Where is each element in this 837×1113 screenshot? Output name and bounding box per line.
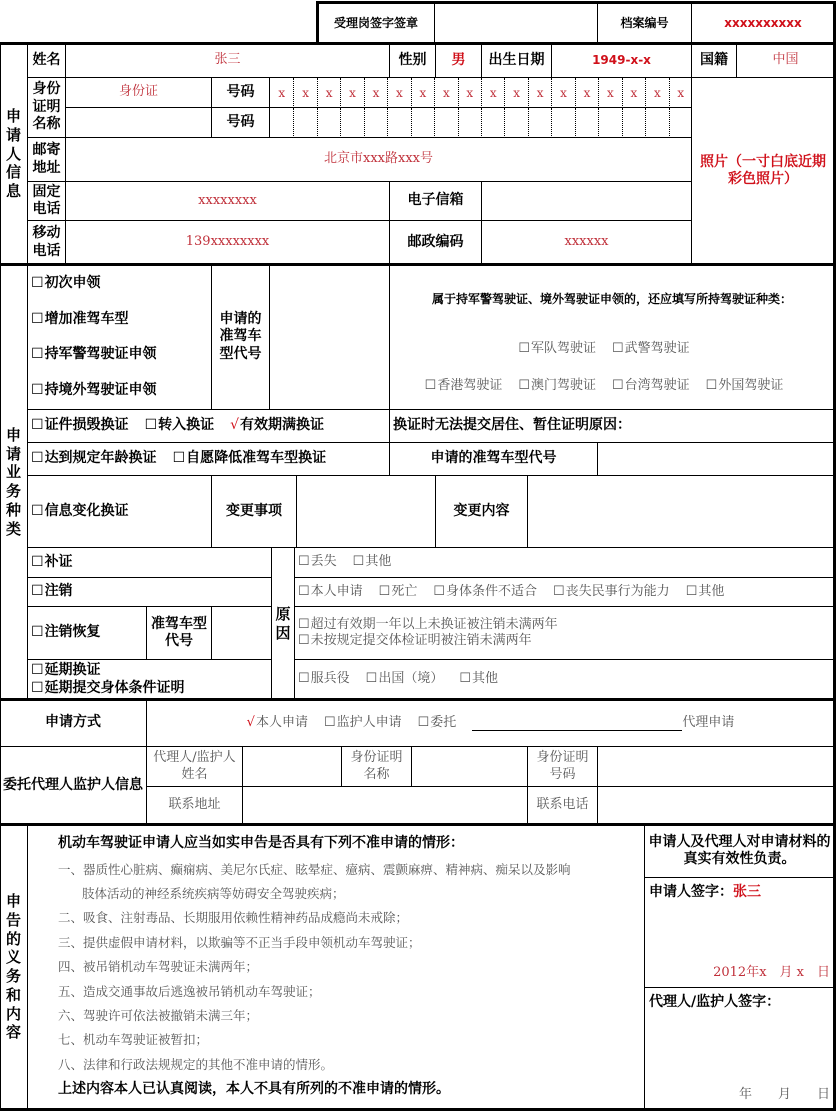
id-digit-cell[interactable]: x [293,78,316,108]
agent-phone-label [527,786,598,825]
checkbox-label: 外国驾驶证 [718,378,784,394]
checkbox-label: 证件损毁换证 [44,417,129,434]
mobile-field[interactable] [65,220,390,265]
id-digit-cell[interactable]: x [669,78,692,108]
checkbox-label: 服兵役 [310,671,350,687]
cancel-cell [27,577,272,607]
checkbox-icon[interactable]: ☐ [31,381,44,398]
checkbox-label: 本人申请 [310,583,363,599]
id-digit-cell[interactable]: x [645,78,668,108]
checkbox-guardian[interactable] [324,715,402,731]
declaration-item: 肢体活动的神经系统疾病等妨碍安全驾驶疾病； [82,886,345,901]
id-digit-cell[interactable]: x [481,78,504,108]
archive-no-value [691,2,835,44]
checkbox-label: 其他 [472,671,499,687]
birth-field-text: 1949-x-x [592,53,651,67]
gender-field-text: 男 [451,51,466,68]
id-digit-cell[interactable]: x [364,78,387,108]
nationality-label-text: 国籍 [700,51,728,68]
checkbox-label: 持境外驾驶证申领 [44,381,157,398]
id-type-field-text: 身份证 [118,84,158,100]
declaration-text [27,824,645,1110]
agent-address-field[interactable] [242,786,528,825]
id-digit-cell[interactable] [504,108,527,138]
applicant-section-title [0,43,28,265]
checkbox-self[interactable] [247,715,308,731]
id-digit-cell[interactable] [598,108,621,138]
id-digit-cell[interactable] [575,108,598,138]
agent-phone-label-text: 联系电话 [536,797,589,813]
checkbox-extend-renew[interactable] [31,662,101,680]
checkbox-overseas[interactable] [31,382,157,400]
gender-label-text: 性别 [398,51,427,68]
archive-no-label-text: 档案编号 [620,15,669,30]
nationality-label [691,43,737,78]
agent-phone-field[interactable] [597,786,835,825]
landline-label-text: 固定电话 [32,183,61,217]
agent-sign-line [649,994,830,1012]
checkbox-icon[interactable]: ☐ [518,378,530,394]
id-no-label-text: 号码 [226,83,255,100]
id-type-field-2[interactable] [65,107,212,138]
id-digit-cell[interactable] [364,108,387,138]
declaration-section-title-text: 申告的义务和内容 [6,892,22,1042]
agent-id-no-field[interactable] [597,746,835,787]
checkbox-icon[interactable]: ☐ [31,553,44,570]
id-digit-cell[interactable] [317,108,340,138]
postcode-field-text: xxxxxx [564,234,609,250]
mobile-label [27,220,66,265]
id-digit-cell[interactable] [293,108,316,138]
applicant-signature: 张三 [733,884,761,900]
nationality-field[interactable] [736,43,835,78]
checkbox-self-request[interactable] [298,584,363,600]
id-type-field[interactable] [65,77,212,108]
class-code-label-2 [389,442,598,476]
responsibility-note [644,824,835,878]
id-digit-cell[interactable]: x [317,78,340,108]
agent-name-label [146,746,243,787]
checkbox-damaged[interactable] [31,417,129,435]
checkbox-no-exam[interactable] [298,633,532,649]
checkbox-icon[interactable]: ☐ [705,378,718,394]
id-no-label-2-text: 号码 [226,113,255,130]
name-field[interactable] [65,43,390,78]
checkbox-overdue-year[interactable] [298,617,558,633]
id-digit-cell[interactable]: x [504,78,527,108]
no-residence-reason-label [389,409,835,443]
checkbox-icon[interactable]: ☐ [298,583,310,599]
restore-reasons [294,606,835,660]
gender-label [389,43,436,78]
photo-box [691,77,835,265]
checkbox-extend-exam[interactable] [31,680,185,698]
checkbox-icon[interactable]: ☐ [417,714,430,730]
agent-id-no-label [527,746,598,787]
id-digit-cell[interactable] [645,108,668,138]
checkbox-icon[interactable]: ☐ [31,346,44,362]
checkbox-icon[interactable]: ☐ [378,583,391,599]
checkbox-icon[interactable]: ☐ [31,502,44,519]
checkbox-label: 委托 [430,714,457,730]
id-type-label [27,77,66,138]
change-item-field[interactable] [296,475,436,548]
reissue-reasons [294,547,835,578]
checkbox-lost[interactable] [298,554,337,570]
mobile-field-text: 139xxxxxxxx [185,234,270,250]
apply-type-group [27,264,212,410]
change-content-label-text: 变更内容 [453,502,510,519]
checkbox-label: 死亡 [391,583,418,599]
agent-name-field[interactable] [242,746,342,787]
agent-date-text: 年 月 日 [738,1086,830,1102]
gender-field[interactable] [435,43,482,78]
agent-sign-date [649,1087,830,1103]
applicant-date-text: 2012年x 月 x 日 [713,964,830,980]
address-field-text: 北京市xxx路xxx号 [324,151,433,167]
checkbox-add-class[interactable] [31,311,129,329]
checkbox-age-reached[interactable] [31,450,157,468]
agent-address-label [146,786,243,825]
checkbox-icon[interactable]: ☐ [365,671,378,687]
renew-type-row-1 [27,409,390,443]
postcode-label [389,220,482,265]
checkbox-label: 香港驾驶证 [437,378,503,394]
checkbox-icon[interactable]: ☐ [31,662,44,678]
method-label [0,699,147,747]
archive-no-value-text: xxxxxxxxxx [724,15,802,30]
class-code-field-2[interactable] [597,442,835,476]
checkbox-military[interactable] [31,346,157,364]
checkbox-label: 初次申领 [44,275,101,291]
agent-id-type-field[interactable] [411,746,528,787]
method-options [146,699,835,747]
name-label [27,43,66,78]
checkbox-military-service[interactable] [298,671,350,687]
checkbox-label: 增加准驾车型 [44,310,129,327]
checkbox-label: 超过有效期一年以上未换证被注销未满两年 [310,616,558,632]
checkbox-icon[interactable]: ☐ [31,450,44,467]
checkbox-icon[interactable]: ☐ [144,417,158,434]
checkbox-label: 澳门驾驶证 [530,378,596,394]
held-license-note-text: 属于持军警驾驶证、境外驾驶证申领的，还应填写所持驾驶证种类： [431,292,792,306]
applicant-sign-date [649,965,830,981]
checkbox-label: 自愿降低准驾车型换证 [186,450,327,467]
postcode-field[interactable] [481,220,692,265]
birth-label [481,43,552,78]
renew-type-row-2 [27,442,390,476]
agent-address-label-text: 联系地址 [168,797,221,813]
checkbox-label: 有效期满换证 [240,417,325,434]
restore-class-field[interactable] [211,606,272,660]
checkbox-transfer[interactable] [145,417,215,435]
declaration-item: 六、驾驶许可依法被撤销未满三年； [58,1007,259,1023]
applicant-sign-label: 申请人签字： [649,884,733,900]
checkbox-icon[interactable]: ☐ [298,633,310,648]
checkbox-label: 其他 [698,583,725,599]
id-digit-cell[interactable] [387,108,410,138]
checkbox-label: 监护人申请 [336,714,402,730]
id-digit-cell[interactable] [340,108,363,138]
id-digit-cell[interactable]: x [622,78,645,108]
checkbox-label: 本人申请 [255,714,308,730]
checkbox-first-apply[interactable] [31,275,101,293]
checkbox-icon[interactable]: ☐ [31,679,44,696]
id-digit-cell[interactable] [622,108,645,138]
id-digit-cell[interactable] [434,108,457,138]
checkbox-label: 延期提交身体条件证明 [44,679,185,696]
checkbox-hk[interactable] [425,378,503,394]
birth-field[interactable] [551,43,692,78]
class-code-label-text: 申请的准驾车型代号 [219,310,262,362]
address-label [27,137,66,182]
name-label-text: 姓名 [32,51,61,68]
id-digit-cell[interactable] [270,108,293,138]
restore-class-label [146,606,212,660]
checkbox-macau[interactable] [518,378,596,394]
cancel-reasons [294,577,835,607]
checkbox-label: 出国（境） [378,671,444,687]
entrust-name-input[interactable] [472,716,682,731]
declaration-footer: 上述内容本人已认真阅读，本人不具有所列的不准申请的情形。 [58,1081,450,1097]
checkbox-icon[interactable]: ☐ [352,554,365,570]
agent-id-type-label-text: 身份证明名称 [350,750,403,782]
proxy-suffix-text: 代理申请 [682,714,735,730]
agent-section-label [0,746,147,825]
applicant-section-title-text: 申请人信息 [6,107,22,201]
change-content-label [435,475,528,548]
agent-id-no-label-text: 身份证明号码 [536,750,589,782]
landline-field-text: xxxxxxxx [198,192,257,208]
reviewer-sign-label [317,2,435,44]
checkbox-label: 信息变化换证 [44,502,129,519]
reviewer-sign-label-text: 受理岗签字签章 [333,15,418,30]
agent-section-label-text: 委托代理人监护人信息 [3,776,143,793]
checkbox-foreign[interactable] [706,378,784,394]
checkbox-label: 持军警驾驶证申领 [44,346,157,362]
id-digit-cell[interactable]: x [434,78,457,108]
checkbox-health[interactable] [433,584,537,600]
id-digit-cell[interactable] [669,108,692,138]
declaration-heading: 机动车驾驶证申请人应当如实申告是否具有下列不准申请的情形： [58,835,464,852]
checkbox-info-change[interactable] [31,503,129,521]
checkbox-icon[interactable]: ☐ [553,583,565,599]
checkbox-icon[interactable]: ☐ [612,378,624,394]
email-label [389,181,482,221]
landline-field[interactable] [65,181,390,221]
declaration-item: 三、提供虚假申请材料，以欺骗等不正当手段申领机动车驾驶证； [58,934,421,950]
checkbox-icon[interactable]: ☐ [31,624,44,641]
applicant-sign-box[interactable] [644,877,835,988]
id-digit-cell[interactable]: x [575,78,598,108]
check-mark-icon[interactable]: √ [230,417,240,434]
archive-no-label [597,2,692,44]
checkbox-other1[interactable] [353,554,392,570]
change-content-field[interactable] [527,475,835,548]
applicant-sign-line [649,884,830,902]
checkbox-label: 丧失民事行为能力 [565,583,670,599]
name-field-text: 张三 [214,52,241,68]
checkbox-restore[interactable] [31,624,101,642]
id-digit-cell[interactable]: x [551,78,574,108]
checkbox-icon[interactable]: ☐ [518,341,530,357]
checkbox-label: 武警驾驶证 [624,341,690,357]
class-code-label [211,264,270,410]
checkbox-icon[interactable]: ☐ [31,275,44,291]
reissue-cell [27,547,272,578]
checkbox-label: 军队驾驶证 [530,341,596,357]
id-digit-cell[interactable] [411,108,434,138]
id-digit-cell[interactable]: x [411,78,434,108]
id-no-label-2 [211,107,270,138]
agent-name-label-text: 代理人/监护人姓名 [153,750,236,782]
checkbox-label: 丢失 [310,554,337,570]
checkbox-label: 延期换证 [44,662,101,678]
check-mark-icon[interactable]: √ [246,714,255,730]
birth-label-text: 出生日期 [488,51,545,68]
id-digit-cell[interactable] [551,108,574,138]
email-label-text: 电子信箱 [407,192,464,209]
checkbox-label: 达到规定年龄换证 [44,450,157,467]
checkbox-icon[interactable]: ☐ [31,310,44,327]
held-license-note [389,284,835,315]
checkbox-army[interactable] [518,341,596,357]
change-item-label [211,475,297,548]
id-digit-cell[interactable] [481,108,504,138]
checkbox-icon[interactable]: ☐ [612,341,624,357]
checkbox-icon[interactable]: ☐ [459,671,471,687]
checkbox-incapacity[interactable] [553,584,670,600]
id-digit-cell[interactable]: x [458,78,481,108]
address-label-text: 邮寄地址 [32,142,61,176]
info-change-cell [27,475,212,548]
reason-label-text: 原因 [275,604,291,642]
checkbox-other3[interactable] [459,671,498,687]
checkbox-label: 补证 [44,553,73,570]
checkbox-label: 未按规定提交体检证明被注销未满两年 [310,633,532,648]
id-digit-cell[interactable]: x [340,78,363,108]
checkbox-armed-police[interactable] [612,341,690,357]
agent-sign-label: 代理人/监护人签字： [649,994,781,1010]
mobile-label-text: 移动电话 [32,225,61,259]
business-section-title [0,264,28,700]
held-license-row-2 [389,371,835,402]
id-digit-cell[interactable]: x [387,78,410,108]
id-digit-cell[interactable]: x [278,86,286,100]
agent-id-type-label [341,746,412,787]
landline-label [27,181,66,221]
extend-cell [27,659,272,700]
id-digit-cell[interactable]: x [598,78,621,108]
checkbox-label: 身体条件不适合 [446,583,538,599]
declaration-item: 一、器质性心脏病、癫痫病、美尼尔氏症、眩晕症、癔病、震颤麻痹、精神病、痴呆以及影响 [58,861,571,877]
method-label-text: 申请方式 [45,714,101,731]
responsibility-note-text: 申请人及代理人对申请材料的真实有效性负责。 [648,833,831,867]
checkbox-icon[interactable]: ☐ [298,616,310,632]
nationality-field-text: 中国 [772,52,799,68]
extend-reasons [294,659,835,700]
photo-box-text: 照片（一寸白底近期彩色照片） [700,153,826,187]
checkbox-cancel[interactable] [31,583,73,601]
id-no-label [211,77,270,108]
checkbox-label: 注销 [44,583,73,600]
checkbox-icon[interactable]: ☐ [31,417,44,434]
checkbox-icon[interactable]: ☐ [685,583,698,599]
reviewer-sign-field[interactable] [434,2,598,44]
checkbox-icon[interactable]: ☐ [323,714,336,730]
checkbox-label: 转入换证 [158,417,215,434]
id-digit-cell[interactable] [528,108,551,138]
held-license-row-1 [389,334,835,365]
checkbox-icon[interactable]: ☐ [298,554,310,570]
restore-cell [27,606,147,660]
checkbox-icon[interactable]: ☐ [433,583,445,599]
postcode-label-text: 邮政编码 [407,233,464,250]
id-digit-cell[interactable] [458,108,481,138]
declaration-item: 七、机动车驾驶证被暂扣； [58,1032,209,1048]
email-field[interactable] [481,181,692,221]
checkbox-label: 注销恢复 [44,624,101,641]
checkbox-icon[interactable]: ☐ [31,583,44,600]
checkbox-abroad[interactable] [366,671,444,687]
change-item-label-text: 变更事项 [226,502,282,519]
checkbox-downgrade[interactable] [173,450,327,468]
no-residence-reason-label-text: 换证时无法提交居住、暂住证明原因： [393,417,631,434]
checkbox-label: 其他 [365,554,392,570]
id-type-label-text: 身份证明名称 [32,81,61,133]
checkbox-taiwan[interactable] [612,378,690,394]
declaration-section-title [0,824,28,1110]
checkbox-label: 台湾驾驶证 [624,378,690,394]
checkbox-death[interactable] [379,584,418,600]
declaration-item: 八、法律和行政法规规定的其他不准申请的情形。 [58,1056,334,1072]
checkbox-reissue[interactable] [31,554,73,572]
restore-class-label-text: 准驾车型代号 [151,615,207,649]
agent-sign-box[interactable] [644,987,835,1110]
business-section-title-text: 申请业务种类 [6,425,22,538]
class-code-label-2-text: 申请的准驾车型代号 [430,450,557,467]
reason-label [271,547,295,700]
checkbox-icon[interactable]: ☐ [172,450,186,467]
declaration-item: 四、被吊销机动车驾驶证未满两年； [58,959,259,975]
class-code-field[interactable] [269,264,390,410]
checkbox-other2[interactable] [686,584,725,600]
checkbox-icon[interactable]: ☐ [298,671,310,687]
declaration-item: 二、吸食、注射毒品、长期服用依赖性精神药品成瘾尚未戒除； [58,910,409,926]
checkbox-icon[interactable]: ☐ [424,378,437,394]
address-field[interactable] [65,137,692,182]
id-digit-cell[interactable]: x [528,78,551,108]
checkbox-entrust[interactable] [418,715,457,731]
declaration-item: 五、造成交通事故后逃逸被吊销机动车驾驶证； [58,983,321,999]
checkbox-expired[interactable] [230,417,324,435]
